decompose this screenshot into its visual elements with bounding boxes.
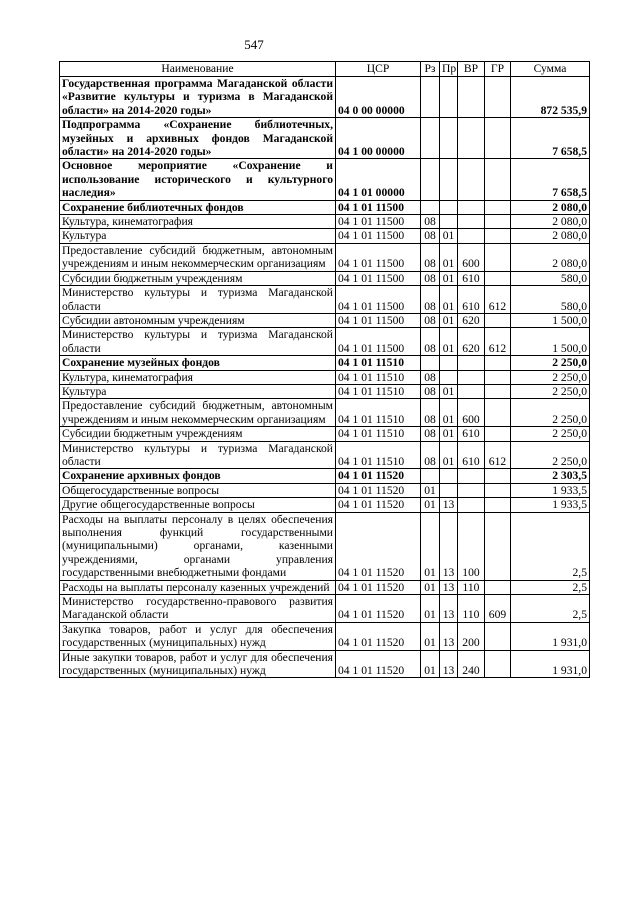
- row-name: Иные закупки товаров, работ и услуг для обеспечения государственных (муниципальных) нужд: [60, 650, 336, 678]
- page-number: 547: [244, 37, 264, 52]
- row-sum: 2 250,0: [511, 399, 590, 427]
- row-pr: 01: [440, 243, 458, 271]
- row-csr: 04 1 01 11500: [336, 243, 421, 271]
- row-gr: [485, 118, 511, 159]
- table-row: [60, 313, 590, 327]
- header-name: Наименование: [60, 62, 336, 77]
- row-rz: 01: [421, 483, 440, 497]
- row-vr: [458, 159, 485, 200]
- row-vr: 100: [458, 512, 485, 580]
- row-pr: [440, 200, 458, 214]
- row-pr: 01: [440, 271, 458, 285]
- row-pr: 13: [440, 595, 458, 623]
- table-row: [60, 370, 590, 384]
- row-vr: [458, 483, 485, 497]
- row-pr: 01: [440, 286, 458, 314]
- row-vr: [458, 229, 485, 243]
- row-vr: 620: [458, 328, 485, 356]
- row-gr: [485, 200, 511, 214]
- row-rz: 01: [421, 512, 440, 580]
- table-row: [60, 356, 590, 370]
- row-csr: 04 1 01 11520: [336, 622, 421, 650]
- table-row: [60, 512, 590, 580]
- row-pr: 01: [440, 313, 458, 327]
- row-vr: 620: [458, 313, 485, 327]
- row-pr: 13: [440, 512, 458, 580]
- row-csr: 04 1 00 00000: [336, 118, 421, 159]
- row-csr: 04 1 01 11520: [336, 483, 421, 497]
- row-pr: 13: [440, 498, 458, 512]
- row-rz: [421, 200, 440, 214]
- row-name: Предоставление субсидий бюджетным, автономным учреждениям и иным некоммерческим организациям: [60, 243, 336, 271]
- row-name: Расходы на выплаты персоналу казенных учреждений: [60, 580, 336, 594]
- row-pr: 13: [440, 622, 458, 650]
- budget-table: [59, 61, 590, 678]
- row-vr: [458, 118, 485, 159]
- row-csr: 04 1 01 11520: [336, 580, 421, 594]
- row-name: Субсидии автономным учреждениям: [60, 313, 336, 327]
- row-gr: [485, 512, 511, 580]
- row-pr: 01: [440, 384, 458, 398]
- row-gr: [485, 483, 511, 497]
- row-vr: [458, 370, 485, 384]
- row-name: Другие общегосударственные вопросы: [60, 498, 336, 512]
- row-sum: 2 250,0: [511, 427, 590, 441]
- row-gr: [485, 399, 511, 427]
- row-vr: [458, 356, 485, 370]
- row-vr: 610: [458, 427, 485, 441]
- row-name: Сохранение музейных фондов: [60, 356, 336, 370]
- row-sum: 2 250,0: [511, 370, 590, 384]
- row-vr: [458, 215, 485, 229]
- row-name: Субсидии бюджетным учреждениям: [60, 427, 336, 441]
- row-csr: 04 1 01 11500: [336, 229, 421, 243]
- row-sum: 1 500,0: [511, 328, 590, 356]
- row-csr: 04 1 01 11520: [336, 498, 421, 512]
- row-gr: [485, 159, 511, 200]
- row-name: Общегосударственные вопросы: [60, 483, 336, 497]
- row-vr: [458, 77, 485, 118]
- row-csr: 04 0 00 00000: [336, 77, 421, 118]
- row-vr: 610: [458, 271, 485, 285]
- row-csr: 04 1 01 11510: [336, 384, 421, 398]
- row-vr: 610: [458, 286, 485, 314]
- row-vr: 600: [458, 399, 485, 427]
- row-pr: 01: [440, 399, 458, 427]
- row-name: Государственная программа Магаданской области «Развитие культуры и туризма в Магаданской области» на 2014-2020 годы»: [60, 77, 336, 118]
- row-name: Культура, кинематография: [60, 215, 336, 229]
- row-gr: [485, 498, 511, 512]
- row-gr: [485, 243, 511, 271]
- row-sum: 2,5: [511, 580, 590, 594]
- row-sum: 2 250,0: [511, 356, 590, 370]
- row-rz: 08: [421, 328, 440, 356]
- row-gr: [485, 469, 511, 483]
- row-gr: [485, 356, 511, 370]
- row-sum: 872 535,9: [511, 77, 590, 118]
- table-row: [60, 77, 590, 118]
- header-vr: ВР: [458, 62, 485, 77]
- row-rz: [421, 77, 440, 118]
- row-csr: 04 1 01 11500: [336, 313, 421, 327]
- table-row: [60, 215, 590, 229]
- row-pr: 13: [440, 580, 458, 594]
- row-gr: [485, 271, 511, 285]
- row-pr: [440, 370, 458, 384]
- header-gr: ГР: [485, 62, 511, 77]
- row-csr: 04 1 01 11520: [336, 469, 421, 483]
- row-csr: 04 1 01 00000: [336, 159, 421, 200]
- row-name: Сохранение архивных фондов: [60, 469, 336, 483]
- row-name: Закупка товаров, работ и услуг для обеспечения государственных (муниципальных) нужд: [60, 622, 336, 650]
- row-csr: 04 1 01 11520: [336, 512, 421, 580]
- header-csr: ЦСР: [336, 62, 421, 77]
- row-rz: 01: [421, 498, 440, 512]
- header-row: [60, 62, 590, 77]
- row-vr: [458, 200, 485, 214]
- row-csr: 04 1 01 11510: [336, 370, 421, 384]
- row-sum: 2 250,0: [511, 441, 590, 469]
- row-gr: [485, 229, 511, 243]
- table-row: [60, 650, 590, 678]
- row-rz: 08: [421, 384, 440, 398]
- table-row: [60, 498, 590, 512]
- row-rz: 08: [421, 243, 440, 271]
- row-csr: 04 1 01 11510: [336, 441, 421, 469]
- row-pr: [440, 159, 458, 200]
- table-row: [60, 159, 590, 200]
- row-pr: [440, 118, 458, 159]
- row-vr: [458, 498, 485, 512]
- row-rz: 01: [421, 650, 440, 678]
- header-pr: Пр: [440, 62, 458, 77]
- row-name: Основное мероприятие «Сохранение и использование исторического и культурного наследия»: [60, 159, 336, 200]
- row-name: Предоставление субсидий бюджетным, автономным учреждениям и иным некоммерческим организациям: [60, 399, 336, 427]
- table-row: [60, 118, 590, 159]
- row-name: Министерство государственно-правового развития Магаданской области: [60, 595, 336, 623]
- row-vr: 610: [458, 441, 485, 469]
- row-pr: 13: [440, 650, 458, 678]
- row-name: Подпрограмма «Сохранение библиотечных, музейных и архивных фондов Магаданской области» на 2014-2020 годы»: [60, 118, 336, 159]
- row-pr: 01: [440, 328, 458, 356]
- row-gr: [485, 622, 511, 650]
- row-csr: 04 1 01 11500: [336, 271, 421, 285]
- table-row: [60, 469, 590, 483]
- row-sum: 2 080,0: [511, 215, 590, 229]
- row-gr: [485, 215, 511, 229]
- row-vr: [458, 469, 485, 483]
- table-row: [60, 271, 590, 285]
- table-row: [60, 200, 590, 214]
- row-name: Культура: [60, 384, 336, 398]
- table-row: [60, 399, 590, 427]
- row-gr: [485, 427, 511, 441]
- row-sum: 580,0: [511, 271, 590, 285]
- row-sum: 2 080,0: [511, 243, 590, 271]
- row-vr: 600: [458, 243, 485, 271]
- row-rz: [421, 159, 440, 200]
- table-row: [60, 286, 590, 314]
- row-sum: 2,5: [511, 595, 590, 623]
- row-csr: 04 1 01 11510: [336, 399, 421, 427]
- row-name: Сохранение библиотечных фондов: [60, 200, 336, 214]
- row-name: Министерство культуры и туризма Магаданской области: [60, 328, 336, 356]
- row-csr: 04 1 01 11510: [336, 356, 421, 370]
- row-rz: 08: [421, 427, 440, 441]
- header-rz: Рз: [421, 62, 440, 77]
- row-pr: [440, 483, 458, 497]
- row-sum: 1 500,0: [511, 313, 590, 327]
- row-pr: 01: [440, 229, 458, 243]
- row-sum: 2,5: [511, 512, 590, 580]
- row-pr: 01: [440, 427, 458, 441]
- row-gr: [485, 650, 511, 678]
- row-name: Расходы на выплаты персоналу в целях обеспечения выполнения функций государственными (муниципальными) органами, казенными учреждениями, органами управления государственными внебюджетными фондами: [60, 512, 336, 580]
- row-csr: 04 1 01 11520: [336, 650, 421, 678]
- table-row: [60, 441, 590, 469]
- row-csr: 04 1 01 11500: [336, 200, 421, 214]
- row-gr: [485, 370, 511, 384]
- row-rz: 08: [421, 313, 440, 327]
- table-row: [60, 622, 590, 650]
- row-gr: 612: [485, 286, 511, 314]
- row-vr: 240: [458, 650, 485, 678]
- row-gr: [485, 580, 511, 594]
- row-name: Министерство культуры и туризма Магаданской области: [60, 286, 336, 314]
- row-csr: 04 1 01 11510: [336, 427, 421, 441]
- row-rz: 08: [421, 286, 440, 314]
- row-rz: 08: [421, 271, 440, 285]
- row-gr: 612: [485, 441, 511, 469]
- row-sum: 2 303,5: [511, 469, 590, 483]
- table-row: [60, 384, 590, 398]
- row-gr: [485, 384, 511, 398]
- row-sum: 1 933,5: [511, 483, 590, 497]
- row-sum: 7 658,5: [511, 159, 590, 200]
- row-sum: 1 931,0: [511, 650, 590, 678]
- row-sum: 1 931,0: [511, 622, 590, 650]
- row-csr: 04 1 01 11500: [336, 215, 421, 229]
- row-rz: 08: [421, 229, 440, 243]
- row-gr: [485, 313, 511, 327]
- row-sum: 7 658,5: [511, 118, 590, 159]
- row-rz: [421, 118, 440, 159]
- row-pr: [440, 469, 458, 483]
- row-name: Культура: [60, 229, 336, 243]
- row-rz: 08: [421, 215, 440, 229]
- row-sum: 2 080,0: [511, 229, 590, 243]
- table-row: [60, 328, 590, 356]
- row-name: Субсидии бюджетным учреждениям: [60, 271, 336, 285]
- row-rz: [421, 469, 440, 483]
- row-name: Министерство культуры и туризма Магаданской области: [60, 441, 336, 469]
- row-pr: [440, 215, 458, 229]
- row-sum: 2 250,0: [511, 384, 590, 398]
- row-rz: [421, 356, 440, 370]
- row-sum: 580,0: [511, 286, 590, 314]
- row-vr: 110: [458, 595, 485, 623]
- row-vr: 200: [458, 622, 485, 650]
- row-gr: 612: [485, 328, 511, 356]
- table-row: [60, 580, 590, 594]
- header-sum: Сумма: [511, 62, 590, 77]
- row-vr: [458, 384, 485, 398]
- table-row: [60, 483, 590, 497]
- row-csr: 04 1 01 11500: [336, 286, 421, 314]
- row-rz: 08: [421, 441, 440, 469]
- row-gr: [485, 77, 511, 118]
- row-rz: 01: [421, 580, 440, 594]
- row-rz: 01: [421, 622, 440, 650]
- row-pr: 01: [440, 441, 458, 469]
- row-vr: 110: [458, 580, 485, 594]
- row-pr: [440, 77, 458, 118]
- row-sum: 2 080,0: [511, 200, 590, 214]
- row-name: Культура, кинематография: [60, 370, 336, 384]
- row-rz: 01: [421, 595, 440, 623]
- row-rz: 08: [421, 399, 440, 427]
- row-rz: 08: [421, 370, 440, 384]
- table-row: [60, 229, 590, 243]
- row-csr: 04 1 01 11500: [336, 328, 421, 356]
- row-csr: 04 1 01 11520: [336, 595, 421, 623]
- table-row: [60, 595, 590, 623]
- table-row: [60, 243, 590, 271]
- row-pr: [440, 356, 458, 370]
- row-gr: 609: [485, 595, 511, 623]
- table-row: [60, 427, 590, 441]
- row-sum: 1 933,5: [511, 498, 590, 512]
